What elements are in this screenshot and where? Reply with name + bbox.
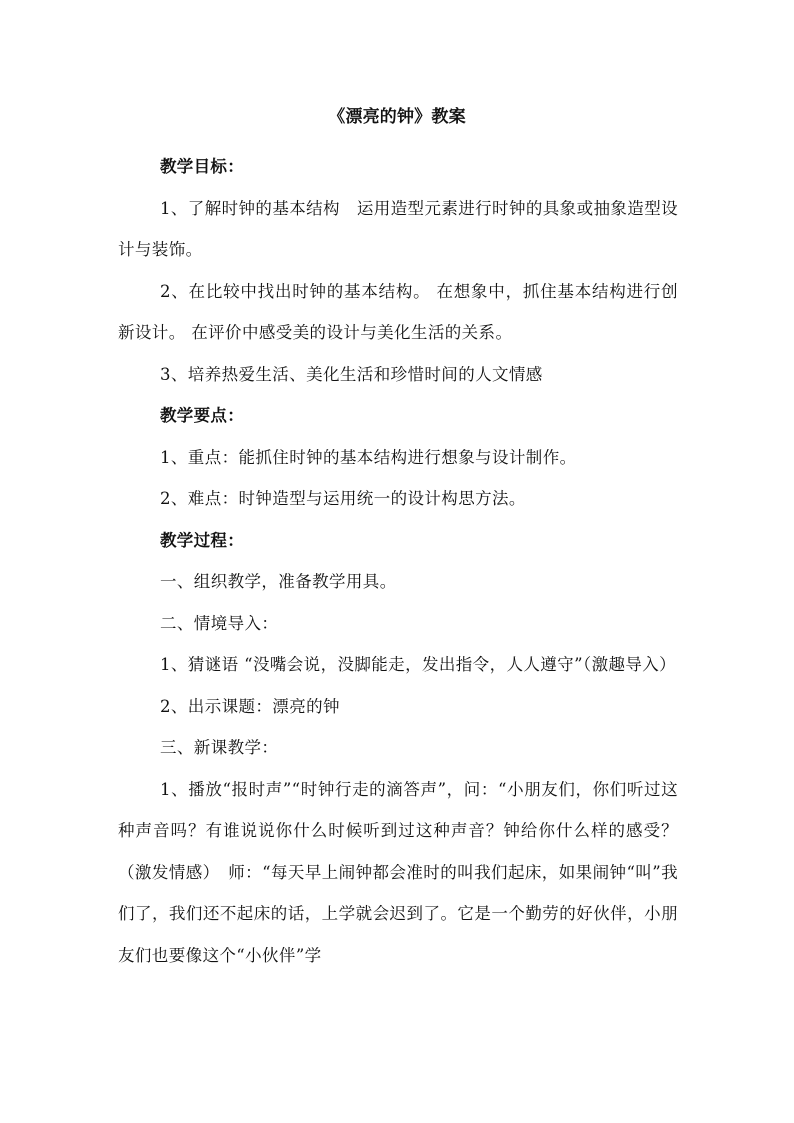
process-step-3-1: 1、播放“报时声”“时钟行走的滴答声”，问：“小朋友们，你们听过这种声音吗？有谁说说你什么时候听到过这种声音？钟给你什么样的感受？（激发情感） 师：“每天早上闹钟都会准时的叫我们起床，如果闹钟“叫”我们了，我们还不起床的话，上学就会迟到了。它是一个勤劳的好伙伴，小朋友们也要像这个“小伙伴”学 [118,779,678,965]
process-step-1: 一、组织教学，准备教学用具。 [160,572,397,591]
key-point-difficulty: 2、难点：时钟造型与运用统一的设计构思方法。 [160,489,526,508]
objective-3: 3、培养热爱生活、美化生活和珍惜时间的人文情感 [160,364,543,384]
process-step-3: 三、新课教学： [160,738,279,757]
key-point-focus: 1、重点：能抓住时钟的基本结构进行想象与设计制作。 [160,447,577,467]
heading-key-points: 教学要点： [160,406,244,425]
objective-2: 2、在比较中找出时钟的基本结构。 在想象中，抓住基本结构进行创新设计。 在评价中感受美的设计与美化生活的关系。 [118,281,678,342]
objective-1: 1、了解时钟的基本结构 运用造型元素进行时钟的具象或抽象造型设计与装饰。 [118,198,678,259]
process-step-2: 二、情境导入： [160,613,279,633]
document-title: 《漂亮的钟》教案 [328,107,466,127]
heading-teaching-objectives: 教学目标： [160,157,244,176]
process-step-2-2: 2、出示课题：漂亮的钟 [160,696,340,716]
heading-teaching-process: 教学过程： [160,530,244,550]
process-step-2-1: 1、猜谜语 “没嘴会说，没脚能走，发出指令，人人遵守”（激趣导入） [160,655,677,674]
document-body [118,146,678,976]
